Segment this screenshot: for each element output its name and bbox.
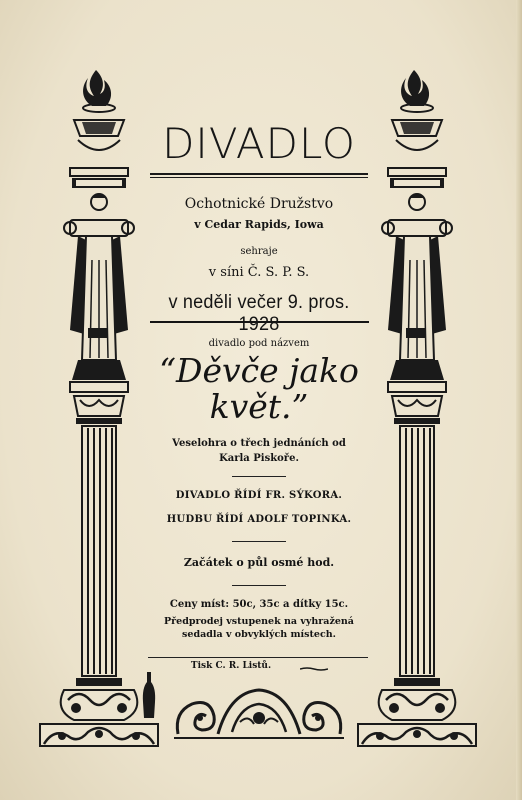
genre-line-1: Veselohra o třech jednáních od xyxy=(172,438,346,449)
play-title: “Děvče jako květ.” xyxy=(159,351,359,426)
genre-text xyxy=(146,436,372,466)
venue-text: v síni Č. S. P. S. xyxy=(208,265,310,280)
divider-1 xyxy=(232,476,286,477)
genre-line-2: Karla Piskoře. xyxy=(219,453,299,464)
footer-rule xyxy=(148,657,368,658)
paper-edge xyxy=(516,0,522,800)
title-rule xyxy=(150,173,368,175)
ink-bottle-mark xyxy=(142,672,156,718)
ticket-prices: Ceny míst: 50c, 35c a dítky 15c. xyxy=(169,599,349,610)
title-rule-thin xyxy=(150,177,368,178)
organization-name: Ochotnické Družstvo xyxy=(184,196,334,212)
start-time: Začátek o půl osmé hod. xyxy=(183,556,335,569)
play-intro: divadlo pod názvem xyxy=(208,338,310,349)
printer-ornament xyxy=(300,667,328,671)
director-credit: DIVADLO ŘÍDÍ FR. SÝKORA. xyxy=(175,490,343,501)
organization-location: v Cedar Rapids, Iowa xyxy=(194,218,324,231)
poster-title: DIVADLO xyxy=(162,119,356,168)
left-pillar-illustration xyxy=(34,60,164,750)
presale-line-2: sedadla v obvyklých místech. xyxy=(182,629,336,640)
presale-line-1: Předprodej vstupenek na vyhražená xyxy=(164,616,354,627)
presale-text xyxy=(146,615,372,641)
date-underline xyxy=(150,321,369,323)
printer-credit: Tisk C. R. Listů. xyxy=(190,661,272,671)
performance-date: v neděli večer 9. pros. 1928 xyxy=(168,292,350,335)
verb-text: sehraje xyxy=(240,246,278,257)
bottom-ornament xyxy=(170,682,348,742)
divider-3 xyxy=(232,585,286,586)
music-credit: HUDBU ŘÍDÍ ADOLF TOPINKA. xyxy=(166,514,352,525)
divider-2 xyxy=(232,541,286,542)
